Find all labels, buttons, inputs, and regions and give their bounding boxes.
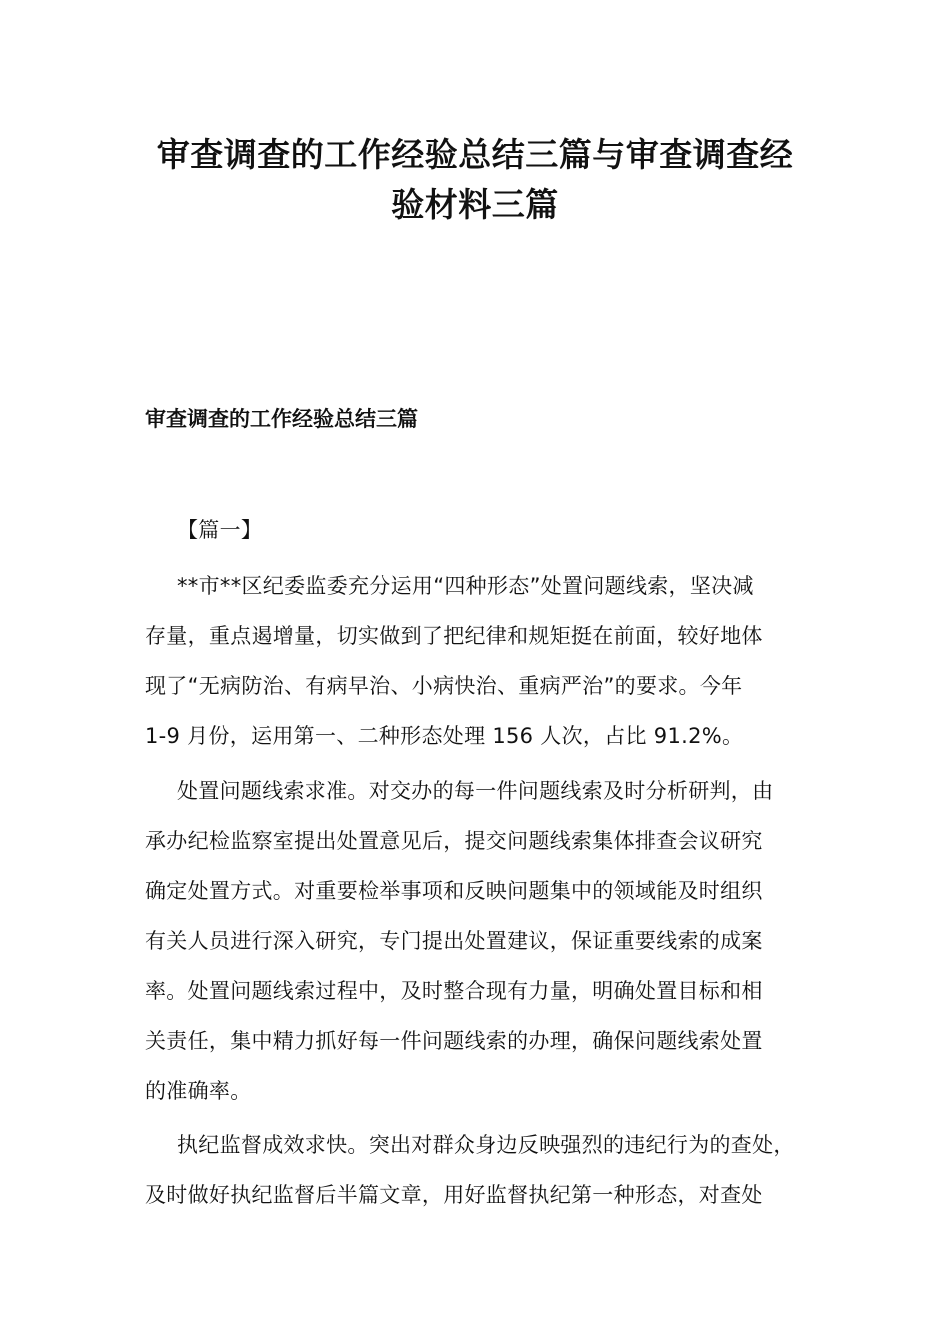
paragraph-line: 有关人员进行深入研究，专门提出处置建议，保证重要线索的成案 — [145, 929, 763, 953]
paragraph-line: 及时做好执纪监督后半篇文章，用好监督执纪第一种形态，对查处 — [145, 1183, 763, 1207]
paragraph-line: 确定处置方式。对重要检举事项和反映问题集中的领域能及时组织 — [145, 879, 763, 903]
document-title — [120, 130, 830, 230]
document-title-line-1: 审查调查的工作经验总结三篇与审查调查经 — [156, 135, 794, 174]
paragraph-3 — [145, 1120, 810, 1220]
paragraph-2 — [145, 766, 810, 1116]
document-title-line-2: 验材料三篇 — [391, 185, 559, 224]
paragraph-line: **市**区纪委监委充分运用“四种形态”处置问题线索，坚决减 — [177, 574, 754, 598]
paragraph-line: 承办纪检监察室提出处置意见后，提交问题线索集体排查会议研究 — [145, 829, 763, 853]
paragraph-line: 处置问题线索求准。对交办的每一件问题线索及时分析研判，由 — [177, 779, 774, 803]
paragraph-line: 率。处置问题线索过程中，及时整合现有力量，明确处置目标和相 — [145, 979, 763, 1003]
paragraph-line: 现了“无病防治、有病早治、小病快治、重病严治”的要求。今年 — [145, 674, 743, 698]
section-heading: 审查调查的工作经验总结三篇 — [145, 407, 418, 431]
paragraph-line: 存量，重点遏增量，切实做到了把纪律和规矩挺在前面，较好地体 — [145, 624, 763, 648]
paragraph-line: 1-9 月份，运用第一、二种形态处理 156 人次，占比 91.2%。 — [145, 724, 744, 748]
chapter-label: 【篇一】 — [177, 518, 263, 542]
paragraph-1 — [145, 561, 810, 761]
paragraph-line: 执纪监督成效求快。突出对群众身边反映强烈的违纪行为的查处， — [177, 1133, 795, 1157]
paragraph-line: 关责任，集中精力抓好每一件问题线索的办理，确保问题线索处置 — [145, 1029, 763, 1053]
chapter-label-block — [145, 505, 810, 555]
paragraph-line: 的准确率。 — [145, 1079, 252, 1103]
